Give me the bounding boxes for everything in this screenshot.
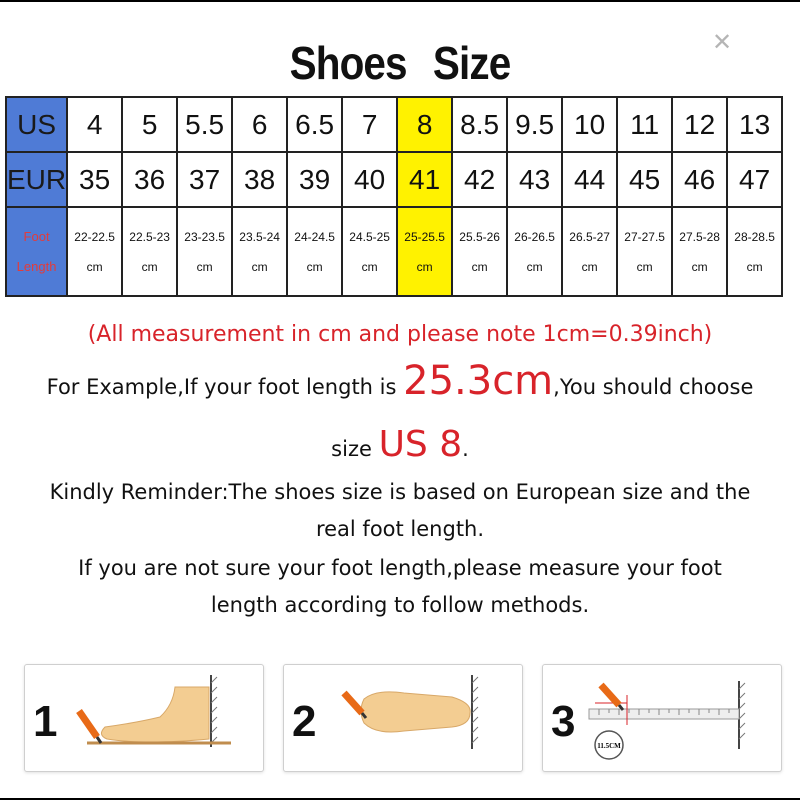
foot-unit: cm [526,259,543,274]
eur-row [6,152,782,207]
foot-length-label [6,207,67,296]
eur-cell: 37 [177,152,232,207]
us-cell: 8 [397,97,452,152]
us-cell: 5 [122,97,177,152]
foot-range: 23-23.5 [184,229,225,244]
size-text-c: . [462,437,469,461]
us-cell: 4 [67,97,122,152]
eur-cell: 46 [672,152,727,207]
foot-side-icon [25,665,263,771]
foot-cell [67,207,122,296]
foot-range: 26.5-27 [569,229,610,244]
foot-range: 25.5-26 [459,229,500,244]
foot-length-row [6,207,782,296]
us-cell: 6.5 [287,97,342,152]
eur-cell: 38 [232,152,287,207]
eur-cell: 42 [452,152,507,207]
eur-cell: 45 [617,152,672,207]
us-cell: 6 [232,97,287,152]
foot-label-line1: Foot [23,228,50,244]
pencil-icon [79,711,101,743]
foot-cell [507,207,562,296]
us-cell: 12 [672,97,727,152]
close-icon[interactable]: ✕ [712,28,733,56]
eur-cell: 39 [287,152,342,207]
us-cell: 13 [727,97,782,152]
step-2-number: 2 [292,697,317,746]
foot-cell [287,207,342,296]
reminder-line-4: length according to follow methods. [210,593,590,617]
example-text-a: For Example,If your foot length is [46,375,404,399]
example-line [0,358,800,404]
foot-range: 27.5-28 [679,229,720,244]
foot-cell [177,207,232,296]
size-line [0,424,800,465]
foot-cell [342,207,397,296]
foot-range: 28-28.5 [734,229,775,244]
foot-cell [397,207,452,296]
us-cell: 10 [562,97,617,152]
measure-label: 11.5CM [597,742,621,750]
foot-unit: cm [86,259,103,274]
reminder-line-1: Kindly Reminder:The shoes size is based on European size and the [49,480,751,504]
foot-range: 22.5-23 [129,229,170,244]
step-1-number: 1 [33,697,58,746]
foot-cell [562,207,617,296]
eur-cell: 47 [727,152,782,207]
foot-cell [617,207,672,296]
page-title: Shoes Size [289,37,511,89]
size-text-a: size [331,437,379,461]
foot-range: 24.5-25 [349,229,390,244]
foot-unit: cm [471,259,488,274]
reminder-line-2: real foot length. [315,517,485,541]
measurement-note: (All measurement in cm and please note 1cm=0.39inch) [87,322,713,347]
us-cell: 7 [342,97,397,152]
reminder-line-3: If you are not sure your foot length,please measure your foot [78,556,722,580]
foot-cell [232,207,287,296]
foot-range: 25-25.5 [404,229,445,244]
eur-cell: 43 [507,152,562,207]
foot-cell [122,207,177,296]
foot-unit: cm [141,259,158,274]
foot-cell [727,207,782,296]
foot-unit: cm [636,259,653,274]
eur-cell: 41 [397,152,452,207]
foot-label-line2: Length [16,258,57,274]
size-table [5,96,783,297]
us-label: US [6,97,67,152]
top-border [0,0,800,2]
foot-range: 22-22.5 [74,229,115,244]
us-cell: 5.5 [177,97,232,152]
foot-unit: cm [306,259,323,274]
foot-unit: cm [251,259,268,274]
example-length: 25.3cm [403,358,554,404]
foot-unit: cm [746,259,763,274]
ruler-measure-icon [543,665,781,771]
example-text-c: ,You should choose [553,375,754,399]
us-cell: 11 [617,97,672,152]
eur-cell: 36 [122,152,177,207]
us-cell: 9.5 [507,97,562,152]
foot-unit: cm [416,259,433,274]
pencil-icon [601,685,623,710]
foot-range: 26-26.5 [514,229,555,244]
step-3-number: 3 [551,697,576,746]
us-row [6,97,782,152]
eur-label: EUR [6,152,67,207]
size-value: US 8 [378,424,463,465]
foot-range: 27-27.5 [624,229,665,244]
step-1-panel [24,664,264,772]
step-2-panel [283,664,523,772]
eur-cell: 44 [562,152,617,207]
eur-cell: 35 [67,152,122,207]
foot-unit: cm [196,259,213,274]
foot-cell [452,207,507,296]
foot-range: 24-24.5 [294,229,335,244]
foot-range: 23.5-24 [239,229,280,244]
us-cell: 8.5 [452,97,507,152]
foot-top-icon [284,665,522,771]
foot-unit: cm [361,259,378,274]
eur-cell: 40 [342,152,397,207]
foot-unit: cm [691,259,708,274]
step-3-panel [542,664,782,772]
foot-unit: cm [581,259,598,274]
foot-cell [672,207,727,296]
